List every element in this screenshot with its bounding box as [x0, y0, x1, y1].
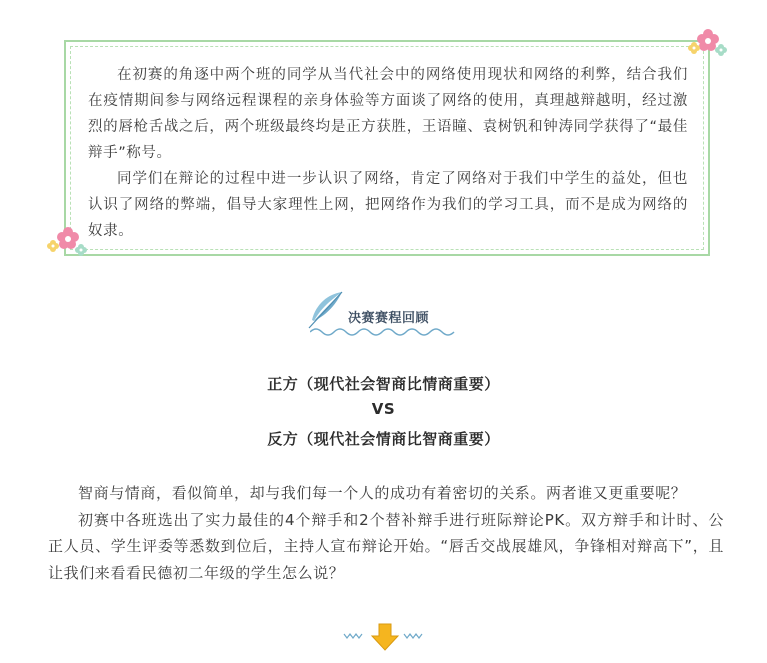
body-text: [48, 480, 724, 586]
intro-text: [88, 62, 688, 244]
wave-line-icon: [310, 326, 460, 338]
intro-frame: [64, 40, 710, 256]
body-paragraph-2: 初赛中各班选出了实力最佳的4个辩手和2个替补辩手进行班际辩论PK。双方辩手和计时、公正人员、学生评委等悉数到位后，主持人宣布辩论开始。“唇舌交战展雄风，争锋相对辩高下”，且让我们来看看民德初二年级的学生怎么说？: [48, 510, 724, 582]
flower-cluster-icon: [686, 28, 730, 62]
motion-affirmative: 正方（现代社会智商比情商重要）: [267, 375, 500, 393]
intro-paragraph-1: 在初赛的角逐中两个班的同学从当代社会中的网络使用现状和网络的利弊，结合我们在疫情期间参与网络远程课程的亲身体验等方面谈了网络的使用，真理越辩越明，经过激烈的唇枪舌战之后，两个班级最终均是正方获胜，王语瞳、袁树钒和钟涛同学获得了“最佳辩手”称号。: [88, 67, 688, 161]
intro-paragraph-2: 同学们在辩论的过程中进一步认识了网络，肯定了网络对于我们中学生的益处，但也认识了网络的弊端，倡导大家理性上网，把网络作为我们的学习工具，而不是成为网络的奴隶。: [88, 171, 688, 239]
motion-negative: 反方（现代社会情商比智商重要）: [267, 430, 500, 448]
motion-versus: VS: [371, 400, 396, 418]
down-arrow-icon: [340, 622, 430, 654]
feather-icon: [306, 290, 346, 330]
section-heading: [300, 290, 470, 350]
flower-cluster-icon: [44, 226, 88, 260]
section-title: 决赛赛程回顾: [348, 311, 430, 326]
body-paragraph-1: 智商与情商，看似简单，却与我们每一个人的成功有着密切的关系。两者谁又更重要呢？: [78, 484, 687, 502]
